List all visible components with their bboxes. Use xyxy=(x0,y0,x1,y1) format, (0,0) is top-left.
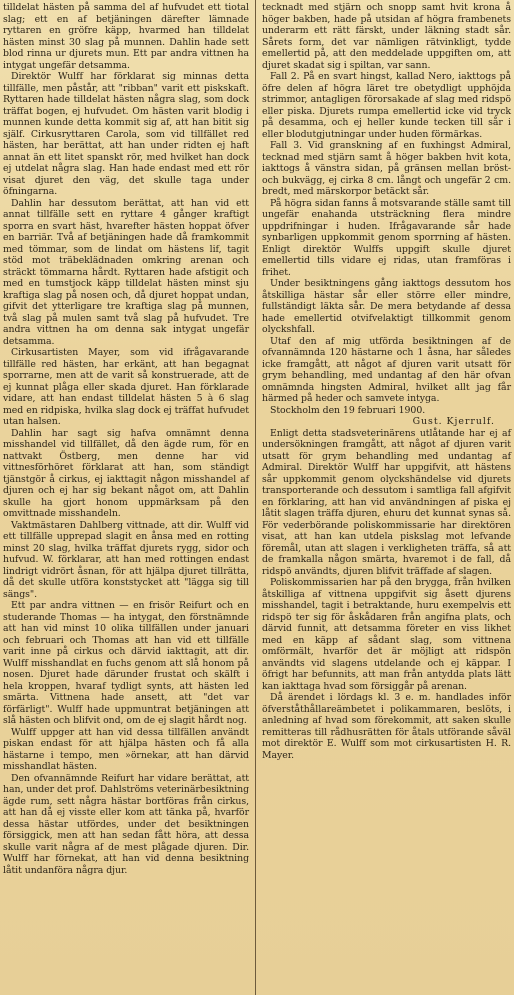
paragraph: Fall 3. Vid granskning af en fuxhingst Admiral, tecknad med stjärn samt å höger bakben hvit kota, iakttogs å vänstra sidan, på gränsen mellan bröst- och bukvägg, ej cirka 8 cm. långt och ungefär 2 cm. bredt, med märskorpor betäckt sår. xyxy=(262,140,511,197)
paragraph: Poliskommissarien har på den brygga, från hvilken åtskilliga af vittnena uppgifvit sig åsett djurens misshandel, tagit i betraktande, huru exempelvis ett ridspö ter sig för åskådaren från angifna plats, och därvid funnit, att detsamma företer en viss likhet med en käpp af sådant slag, som vittnena omförmält, hvarför det är möjligt att ridspön användts vid slagens utdelande och ej käppar. I öfrigt har befunnits, att man från antydda plats lätt kan iakttaga hvad som försiggår på arenan. xyxy=(262,577,511,692)
paragraph: Ett par andra vittnen — en frisör Reifurt och en studerande Thomas — ha intygat, den förstnämnde att han vid minst 10 olika tillfällen under januari och februari och Thomas att han vid ett tillfälle varit inne på cirkus och därvid iakttagit, att dir. Wulff misshandlat en fuchs genom att slå honom på nosen. Djuret hade därunder frustat och skälft i hela kroppen, hvaraf tydligt synts, att hästen led smärta. Vittnena hade ansett, att "det var förfärligt". Wulff hade uppmuntrat betjäningen att slå hästen och blifvit ond, om de ej slagit hårdt nog. xyxy=(3,600,249,726)
paragraph: På högra sidan fanns å motsvarande ställe samt till ungefär enahanda utsträckning flera mindre uppdrifningar i huden. Ifrågavarande sår hade synbarligen uppkommit genom sporrning af hästen. Enligt direktör Wulffs uppgift skulle djuret emellertid tills vidare ej ridas, utan framföras i frihet. xyxy=(262,197,511,278)
paragraph: Enligt detta stadsveterinärens utlåtande har ej af undersökningen framgått, att något af djuren varit utsatt för grym behandling med undantag af Admiral. Direktör Wulff har uppgifvit, att hästens sår uppkommit genom olyckshändelse vid djurets transporterande och dessutom i samtliga fall afgifvit en förklaring, att han vid användningen af piska ej låtit slagen träffa djuren, ehuru det kunnat synas så. För vederbörande poliskommissarie har direktören visat, att han kan utdela piskslag mot lefvande föremål, utan att slagen i verkligheten träffa, så att de framkalla någon smärta, hvaremot i de fall, då ridspö användts, djuren blifvit träffade af slagen. xyxy=(262,427,511,577)
left-column xyxy=(3,2,249,876)
paragraph: Dahlin har sagt sig hafva omnämnt denna misshandel vid tillfället, då den ägde rum, för en nattvakt Östberg, men denne har vid vittnesförhöret förklarat att han, som ständigt tjänstgör å cirkus, ej iakttagit någon misshandel af djuren och ej har sig bekant något om, att Dahlin skulle ha gjort honom uppmärksam på den omvittnade misshandeln. xyxy=(3,427,249,519)
right-column xyxy=(262,2,511,761)
paragraph: Direktör Wulff har förklarat sig minnas detta tillfälle, men påstår, att "ribban" varit ett piskskaft. Ryttaren hade tilldelat hästen några slag, som dock träffat bogen, ej hufvudet. Om hästen varit blodig i munnen kunde detta kommit sig af, att han bitit sig själf. Cirkusryttaren Carola, som vid tillfället red hästen, har berättat, att han under ridten ej haft annat än ett litet spanskt rör, med hvilket han dock ej utdelat några slag. Han hade endast med ett rör visat djuret den väg, det skulle taga under öfningarna. xyxy=(3,71,249,197)
paragraph: Vaktmästaren Dahlberg vittnade, att dir. Wulff vid ett tillfälle upprepad slagit en ånsa med en rotting minst 20 slag, hvilka träffat djurets rygg, sidor och hufvud. W. förklarar, att han med rottingen endast lindrigt vidrört åsnan, för att hjälpa djuret tillrätta, då det skulle utföra konststycket att "lägga sig till sängs". xyxy=(3,519,249,600)
paragraph: tecknadt med stjärn och snopp samt hvit krona å höger bakben, hade på utsidan af högra frambenets underarm ett rätt färskt, under läkning stadt sår. Sårets form, det var nämligen rätvinkligt, tydde emellertid på, att den meddelade uppgiften om, att djuret skadat sig i spiltan, var sann. xyxy=(262,2,511,71)
paragraph: Då ärendet i lördags kl. 3 e. m. handlades inför öfverståthållareämbetet i polikammaren, beslöts, i anledning af hvad som förekommit, att saken skulle remitteras till rådhusrätten för åtals utförande såväl mot direktör E. Wulff som mot cirkusartisten H. R. Mayer. xyxy=(262,692,511,761)
signature: Gust. Kjerrulf. xyxy=(412,416,495,427)
paragraph: Cirkusartisten Mayer, som vid ifrågavarande tillfälle red hästen, har erkänt, att han begagnat sporrarne, men att de varit så konstruerade, att de ej kunnat plåga eller skada djuret. Han förklarade vidare, att han endast tilldelat hästen 5 à 6 slag med en ridpiska, hvilka slag dock ej träffat hufvudet utan halsen. xyxy=(3,347,249,427)
paragraph: Under besiktningens gång iakttogs dessutom hos åtskilliga hästar sår eller större eller mindre, fullständigt läkta sår. De mera betydande af dessa hade emellertid otvifvelaktigt tillkommit genom olyckshfall. xyxy=(262,278,511,335)
column-rule xyxy=(255,0,256,995)
paragraph: Fall 2. På en svart hingst, kallad Nero, iakttogs på öfre delen af högra läret tre obetydligt upphöjda strimmor, antagligen förorsakade af slag med ridspö eller piska. Djurets rumpa emellertid icke vid tryck på desamma, och ej heller kunde tecken till sår i eller blodutgjutningar under huden förmärkas. xyxy=(262,71,511,140)
paragraph: Dahlin har dessutom berättat, att han vid ett annat tillfälle sett en ryttare 4 gånger kraftigt sporra en svart häst, hvarefter hästen hoppat öfver en barriär. Två af betjäningen hade då framkommit med tömmar, som de lindat om hästens lif, tagit stöd mot träbeklädnaden omkring arenan och sträckt tömmarna hårdt. Ryttaren hade afstigit och med en tumstjock käpp tilldelat hästen minst sju kraftiga slag på nosen och, då djuret hoppat undan, gifvit det ytterligare tre kraftiga slag på munnen, två slag på mulen samt två slag på hufvudet. Tre andra vittnen ha om denna sak intygat ungefär detsamma. xyxy=(3,197,249,347)
paragraph: Utaf den af mig utförda besiktningen af de ofvannämnda 120 hästarne och 1 åsna, har således icke framgått, att något af djuren varit utsatt för grym behandling, med undantag af den här ofvan omnämnda hingsten Admiral, hvilket allt jag får härmed på heder och samvete intyga. xyxy=(262,335,511,404)
paragraph: Wulff uppger att han vid dessa tillfällen användt piskan endast för att hjälpa hästen och få alla hästarne i tempo, men »örnekar, att han därvid misshandlat hästen. xyxy=(3,726,249,772)
paragraph: Den ofvannämnde Reifurt har vidare berättat, att han, under det prof. Dahlströms veterinärbesiktning ägde rum, sett några hästar bortföras från cirkus, att han då ej visste eller kom att tänka på, hvarför dessa hästar utfördes, under det besiktningen försiggick, men att han sedan fått höra, att dessa skulle varit några af de mest plågade djuren. Dir. Wulff har förnekat, att han vid denna besiktning låtit undanföra några djur. xyxy=(3,772,250,876)
dateline: Stockholm den 19 februari 1900. xyxy=(270,404,426,416)
paragraph: tilldelat hästen på samma del af hufvudet ett tiotal slag; ett en af betjäningen därefter lämnade ryttaren en gröfre käpp, hvarmed han tilldelat hästen minst 30 slag på munnen. Dahlin hade sett blod rinna ur djurets mun. Ett par andra vittnen ha intygat ungefär detsamma. xyxy=(3,2,249,71)
